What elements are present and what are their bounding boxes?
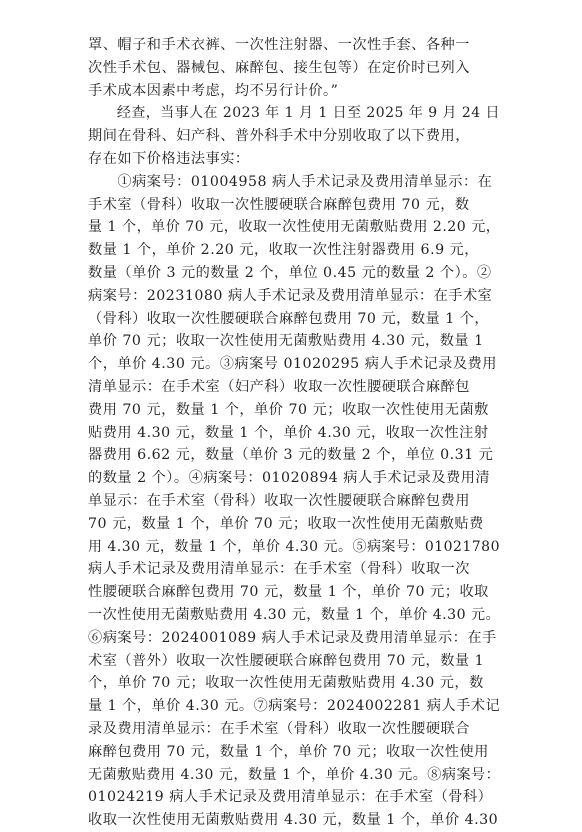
text-line: 数量（单价 3 元的数量 2 个，单位 0.45 元的数量 2 个）。②: [88, 264, 492, 281]
text-line: 70 元，数量 1 个，单价 70 元；收取一次性使用无菌敷贴费: [88, 515, 484, 532]
text-line: 清单显示：在手术室（妇产科）收取一次性腰硬联合麻醉包: [88, 378, 470, 395]
text-line: 个，单价 70 元；收取一次性使用无菌敷贴费用 4.30 元，数: [88, 675, 484, 692]
text-line: 经查，当事人在 2023 年 1 月 1 日至 2025 年 9 月 24 日: [88, 105, 500, 122]
text-line: ①病案号：01004958 病人手术记录及费用清单显示：在: [88, 173, 493, 190]
text-line: 存在如下价格违法事实：: [88, 150, 250, 167]
text-line: 性腰硬联合麻醉包费用 70 元，数量 1 个，单价 70 元；收取: [88, 584, 489, 601]
text-line: 一次性使用无菌敷贴费用 4.30 元，数量 1 个，单价 4.30 元。: [88, 606, 501, 623]
text-line: 的数量 2 个）。④病案号：01020894 病人手术记录及费用清: [88, 470, 491, 487]
text-line: ⑥病案号：2024001089 病人手术记录及费用清单显示：在手: [88, 629, 497, 646]
text-line: 手术成本因素中考虑，均不另行计价。”: [88, 82, 339, 99]
text-line: 01024219 病人手术记录及费用清单显示：在手术室（骨科）: [88, 789, 493, 806]
text-line: 费用 70 元，数量 1 个，单价 70 元；收取一次性使用无菌敷: [88, 401, 489, 418]
text-line: 麻醉包费用 70 元，数量 1 个，单价 70 元；收取一次性使用: [88, 743, 489, 760]
text-line: 个，单价 4.30 元。③病案号 01020295 病人手术记录及费用: [88, 356, 497, 373]
text-line: 贴费用 4.30 元，数量 1 个，单价 4.30 元，收取一次性注射: [88, 424, 489, 441]
text-line: 收取一次性使用无菌敷贴费用 4.30 元，数量 1 个，单价 4.30: [88, 812, 499, 829]
text-line: 用 4.30 元，数量 1 个，单价 4.30 元。⑤病案号：01021780: [88, 538, 500, 555]
text-line: 次性手术包、器械包、麻醉包、接生包等）在定价时已列入: [88, 59, 470, 76]
text-line: 录及费用清单显示：在手术室（骨科）收取一次性腰硬联合: [88, 720, 470, 737]
text-line: 单价 70 元；收取一次性使用无菌敷贴费用 4.30 元，数量 1: [88, 333, 484, 350]
text-line: 量 1 个，单价 4.30 元。⑦病案号：2024002281 病人手术记: [88, 698, 501, 715]
text-line: 单显示：在手术室（骨科）收取一次性腰硬联合麻醉包费用: [88, 492, 470, 509]
text-line: 手术室（骨科）收取一次性腰硬联合麻醉包费用 70 元，数: [88, 196, 470, 213]
text-line: 术室（普外）收取一次性腰硬联合麻醉包费用 70 元，数量 1: [88, 652, 485, 669]
text-line: 量 1 个，单价 70 元，收取一次性使用无菌敷贴费用 2.20 元，: [88, 219, 501, 236]
text-line: 病案号：20231080 病人手术记录及费用清单显示：在手术室: [88, 287, 493, 304]
text-line: 病人手术记录及费用清单显示：在手术室（骨科）收取一次: [88, 561, 470, 578]
document-body: [88, 34, 500, 832]
text-line: 无菌敷贴费用 4.30 元，数量 1 个，单价 4.30 元。⑧病案号：: [88, 766, 501, 783]
text-line: 器费用 6.62 元，数量（单价 3 元的数量 2 个，单位 0.31 元: [88, 447, 494, 464]
text-line: （骨科）收取一次性腰硬联合麻醉包费用 70 元，数量 1 个，: [88, 310, 490, 327]
text-line: 期间在骨科、妇产科、普外科手术中分别收取了以下费用，: [88, 128, 470, 145]
text-line: 罩、帽子和手术衣裤、一次性注射器、一次性手套、各种一: [88, 37, 470, 53]
text-line: 数量 1 个，单价 2.20 元，收取一次性注射器费用 6.9 元，: [88, 242, 479, 259]
